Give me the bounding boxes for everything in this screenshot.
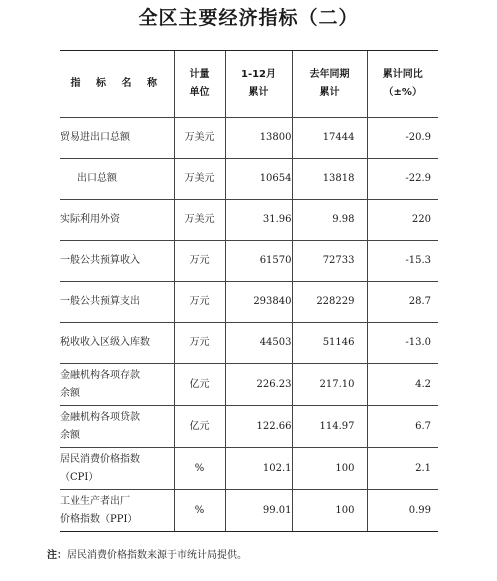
header-current-period (225, 51, 292, 118)
header-yoy-line-2: （±%） (383, 87, 422, 98)
row-unit: % (174, 448, 225, 490)
footnote (47, 548, 247, 564)
row-yoy-value: 4.2 (367, 364, 438, 406)
header-yoy-change (367, 51, 438, 118)
row-yoy-value: 220 (367, 200, 438, 241)
row-previous-value: 114.97 (292, 406, 367, 448)
row-indicator-name: 出口总额 (60, 159, 174, 200)
row-current-value: 122.66 (225, 406, 292, 448)
row-yoy-value: -13.0 (367, 323, 438, 364)
row-current-value: 102.1 (225, 448, 292, 490)
table-row (60, 406, 438, 448)
page-title: 全区主要经济指标（二） (138, 7, 359, 29)
table-row (60, 118, 438, 159)
row-unit: 万美元 (174, 159, 225, 200)
row-indicator-name: 税收收入区级入库数 (60, 323, 174, 364)
row-indicator-name: 居民消费价格指数 （CPI） (60, 448, 174, 490)
header-current-line-1: 1-12月 (240, 69, 277, 80)
header-indicator-name: 指 标 名 称 (60, 51, 174, 118)
header-previous-line-2: 累计 (319, 87, 340, 98)
row-yoy-value: 0.99 (367, 490, 438, 532)
header-unit-line-2: 单位 (189, 87, 210, 98)
header-unit (174, 51, 225, 118)
row-previous-value: 72733 (292, 241, 367, 282)
row-previous-value: 17444 (292, 118, 367, 159)
row-previous-value: 13818 (292, 159, 367, 200)
row-current-value: 31.96 (225, 200, 292, 241)
row-unit: 万元 (174, 323, 225, 364)
row-previous-value: 51146 (292, 323, 367, 364)
row-current-value: 44503 (225, 323, 292, 364)
header-current-line-2: 累计 (248, 87, 269, 98)
row-previous-value: 9.98 (292, 200, 367, 241)
table-row (60, 448, 438, 490)
row-yoy-value: 28.7 (367, 282, 438, 323)
row-indicator-name: 实际利用外资 (60, 200, 174, 241)
row-yoy-value: -15.3 (367, 241, 438, 282)
row-previous-value: 217.10 (292, 364, 367, 406)
header-yoy-line-1: 累计同比 (382, 69, 423, 80)
row-yoy-value: -20.9 (367, 118, 438, 159)
row-current-value: 10654 (225, 159, 292, 200)
row-unit: 万美元 (174, 200, 225, 241)
row-current-value: 226.23 (225, 364, 292, 406)
footnote-label: 注： (47, 550, 67, 561)
row-unit: 亿元 (174, 364, 225, 406)
row-indicator-name: 贸易进出口总额 (60, 118, 174, 159)
row-indicator-name: 金融机构各项贷款 余额 (60, 406, 174, 448)
table-row (60, 200, 438, 241)
footnote-text: 居民消费价格指数来源于市统计局提供。 (67, 550, 247, 561)
table-row (60, 241, 438, 282)
table-row (60, 490, 438, 532)
table-row (60, 282, 438, 323)
row-unit: 万美元 (174, 118, 225, 159)
row-unit: 万元 (174, 241, 225, 282)
table-row (60, 159, 438, 200)
row-unit: 万元 (174, 282, 225, 323)
row-indicator-name: 一般公共预算支出 (60, 282, 174, 323)
table-row (60, 364, 438, 406)
row-current-value: 99.01 (225, 490, 292, 532)
row-previous-value: 228229 (292, 282, 367, 323)
row-previous-value: 100 (292, 490, 367, 532)
row-current-value: 293840 (225, 282, 292, 323)
table-header-row (60, 51, 438, 118)
row-yoy-value: 2.1 (367, 448, 438, 490)
header-previous-line-1: 去年同期 (309, 69, 350, 80)
row-unit: % (174, 490, 225, 532)
economic-indicators-table (60, 50, 438, 532)
row-indicator-name: 金融机构各项存款 余额 (60, 364, 174, 406)
row-current-value: 13800 (225, 118, 292, 159)
row-indicator-name: 一般公共预算收入 (60, 241, 174, 282)
row-previous-value: 100 (292, 448, 367, 490)
row-unit: 亿元 (174, 406, 225, 448)
row-yoy-value: -22.9 (367, 159, 438, 200)
table-row (60, 323, 438, 364)
row-yoy-value: 6.7 (367, 406, 438, 448)
row-current-value: 61570 (225, 241, 292, 282)
header-previous-period (292, 51, 367, 118)
row-indicator-name: 工业生产者出厂 价格指数（PPI） (60, 490, 174, 532)
header-unit-line-1: 计量 (189, 69, 210, 80)
